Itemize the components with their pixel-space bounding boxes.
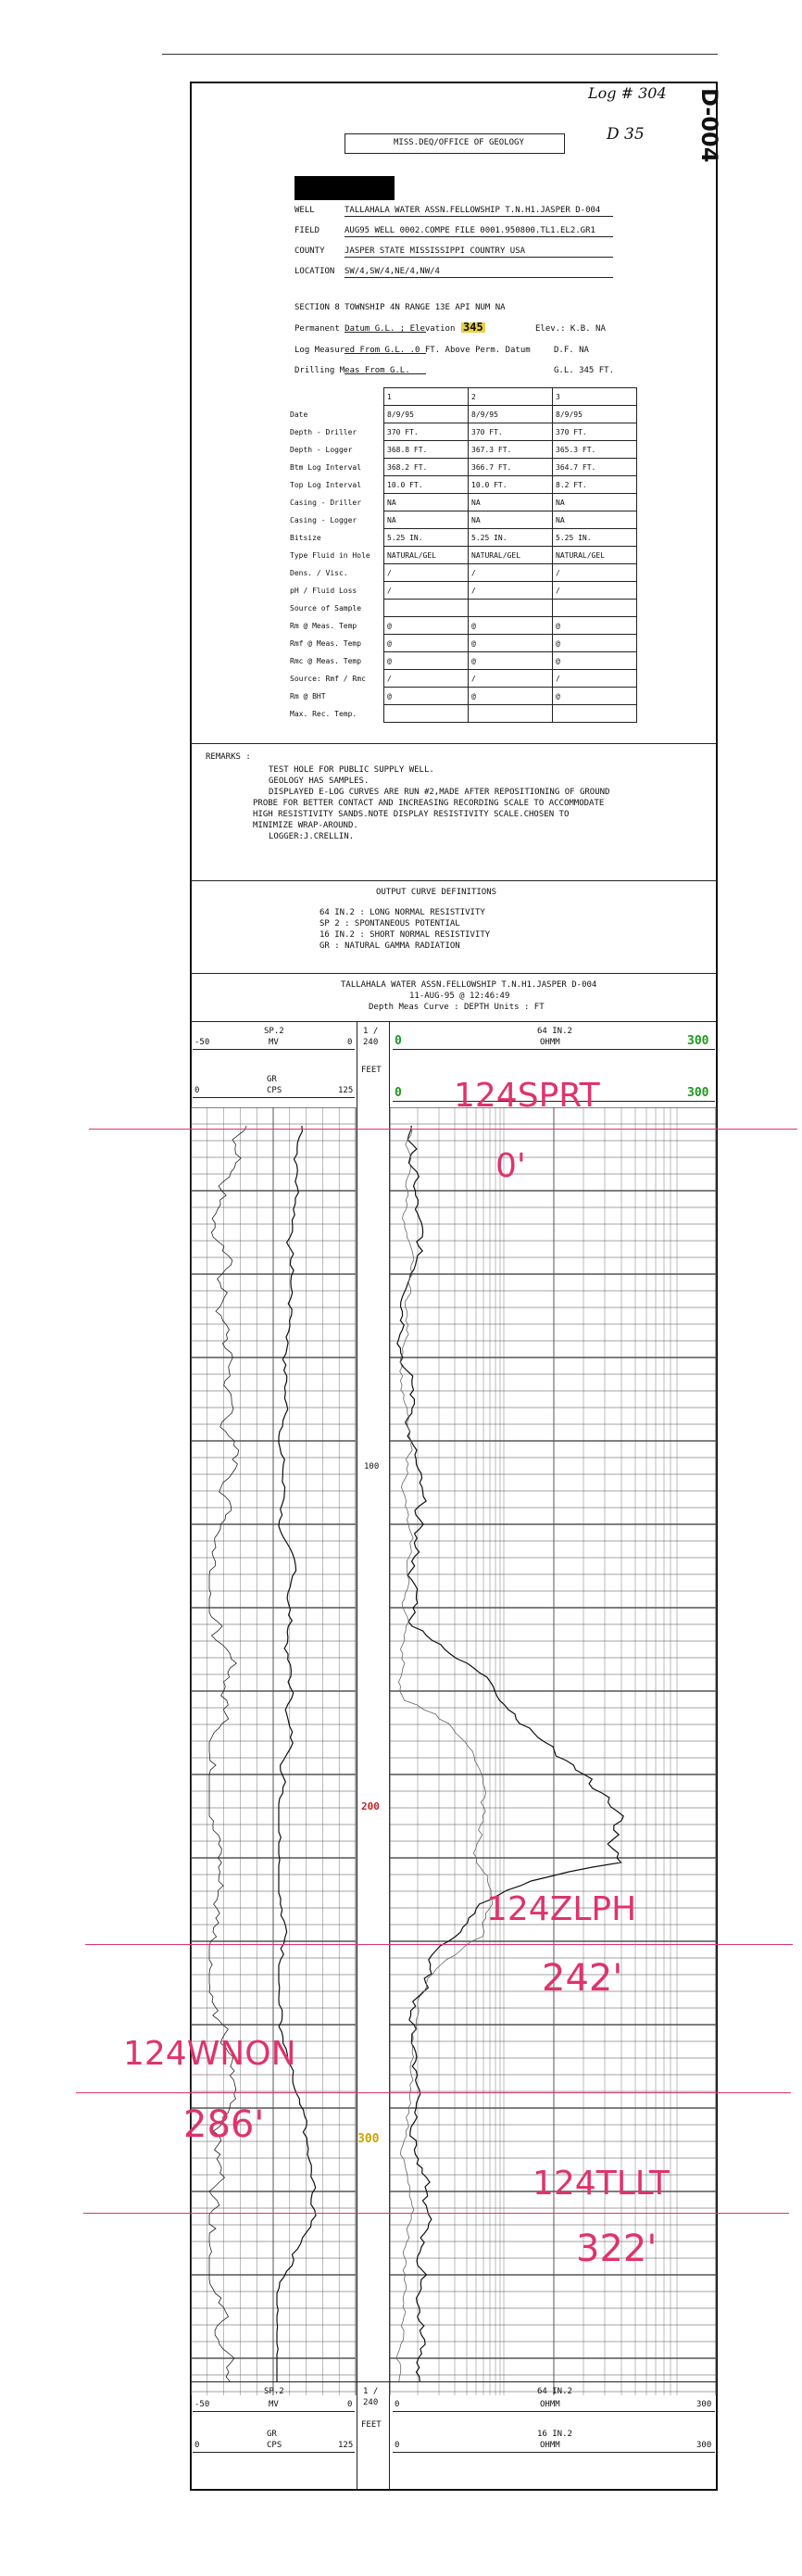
params-table bbox=[287, 387, 637, 723]
params-cell: 370 FT. bbox=[384, 423, 469, 441]
params-row bbox=[287, 600, 637, 617]
short-normal-curve bbox=[396, 1126, 493, 2381]
params-row bbox=[287, 617, 637, 635]
pick-depth-124tllt: 322' bbox=[576, 2228, 658, 2270]
pick-depth-124zlph: 242' bbox=[542, 1957, 623, 2000]
params-column-header: 3 bbox=[553, 388, 637, 406]
pick-line-124sprt bbox=[89, 1129, 797, 1130]
params-row-label: Casing - Driller bbox=[290, 498, 362, 507]
log-title-line3: Depth Meas Curve : DEPTH Units : FT bbox=[369, 1003, 545, 1012]
params-cell: NATURAL/GEL bbox=[553, 547, 637, 564]
params-row-label: Type Fluid in Hole bbox=[290, 550, 370, 560]
scale-rule bbox=[393, 2452, 715, 2453]
field-underline bbox=[345, 277, 613, 278]
params-cell: @ bbox=[384, 688, 469, 705]
scan-top-line bbox=[162, 54, 718, 55]
params-column-header: 2 bbox=[469, 388, 553, 406]
sp-curve-name: SP.2 bbox=[264, 2387, 284, 2396]
header-underline bbox=[345, 353, 426, 354]
sp-max: 0 bbox=[347, 2400, 353, 2409]
curve-defs-title: OUTPUT CURVE DEFINITIONS bbox=[376, 888, 497, 897]
pick-line-124tllt bbox=[83, 2213, 789, 2214]
log-title-line1: TALLAHALA WATER ASSN.FELLOWSHIP T.N.H1.JASPER D-004 bbox=[341, 980, 597, 990]
params-row bbox=[287, 564, 637, 582]
depth-label-100: 100 bbox=[364, 1462, 380, 1471]
elevation-value: 345 bbox=[463, 321, 483, 334]
params-row bbox=[287, 511, 637, 529]
res-max: 300 bbox=[687, 1034, 709, 1048]
params-row-label: Depth - Logger bbox=[290, 445, 353, 454]
remarks-line: LOGGER:J.CRELLIN. bbox=[269, 832, 355, 841]
params-cell: @ bbox=[469, 617, 553, 635]
res-curve-name: 64 IN.2 bbox=[537, 1027, 572, 1036]
params-cell: @ bbox=[469, 635, 553, 652]
remarks-line: DISPLAYED E-LOG CURVES ARE RUN #2,MADE AFTER REPOSITIONING OF GROUND bbox=[269, 788, 610, 797]
params-cell: 364.7 FT. bbox=[553, 459, 637, 476]
drilling-meas: Drilling Meas From G.L. bbox=[294, 366, 410, 375]
curve-def-item: 16 IN.2 : SHORT NORMAL RESISTIVITY bbox=[320, 930, 491, 940]
params-cell: 10.0 FT. bbox=[469, 476, 553, 494]
params-row-label: Date bbox=[290, 410, 308, 419]
params-row-label: Rm @ Meas. Temp bbox=[290, 621, 357, 630]
params-row-label: Top Log Interval bbox=[290, 480, 362, 489]
params-row bbox=[287, 547, 637, 564]
params-row bbox=[287, 441, 637, 459]
params-cell: NA bbox=[384, 494, 469, 511]
pick-line-124zlph bbox=[85, 1944, 793, 1945]
params-cell: / bbox=[469, 582, 553, 600]
gr-min: 0 bbox=[194, 1086, 200, 1095]
params-row-label: Rm @ BHT bbox=[290, 691, 326, 701]
sp-unit: MV bbox=[269, 1038, 279, 1047]
params-cell: / bbox=[384, 582, 469, 600]
gr-max: 125 bbox=[338, 2441, 354, 2450]
pick-line-124wnon bbox=[76, 2092, 791, 2093]
header-field-label: LOCATION bbox=[294, 267, 335, 276]
params-cell: 8.2 FT. bbox=[553, 476, 637, 494]
field-underline bbox=[345, 216, 613, 217]
params-row bbox=[287, 635, 637, 652]
scale-rule bbox=[193, 2411, 355, 2412]
res-max: 300 bbox=[696, 2400, 712, 2409]
params-cell: @ bbox=[384, 652, 469, 670]
header-underline bbox=[345, 332, 426, 333]
scale-rule bbox=[193, 1049, 355, 1050]
elev-kb: Elev.: K.B. NA bbox=[535, 324, 606, 334]
sp-min: -50 bbox=[194, 2400, 210, 2409]
params-cell: NATURAL/GEL bbox=[469, 547, 553, 564]
pick-name-124tllt: 124TLLT bbox=[533, 2165, 670, 2203]
params-row bbox=[287, 423, 637, 441]
agency-name: MISS.DEQ/OFFICE OF GEOLOGY bbox=[394, 138, 524, 147]
section-divider bbox=[191, 743, 717, 744]
res2-max: 300 bbox=[687, 1086, 709, 1100]
scale-rule bbox=[393, 2411, 715, 2412]
params-cell: 370 FT. bbox=[553, 423, 637, 441]
params-cell: @ bbox=[553, 617, 637, 635]
params-row bbox=[287, 705, 637, 723]
params-cell: 5.25 IN. bbox=[384, 529, 469, 547]
pick-depth-124sprt: 0' bbox=[495, 1147, 526, 1185]
params-cell: NA bbox=[469, 511, 553, 529]
df-value: D.F. NA bbox=[554, 346, 589, 355]
params-cell: @ bbox=[384, 617, 469, 635]
remarks-line: HIGH RESISTIVITY SANDS.NOTE DISPLAY RESISTIVITY SCALE.CHOSEN TO bbox=[253, 810, 570, 819]
params-row bbox=[287, 494, 637, 511]
header-field-label: FIELD bbox=[294, 226, 320, 235]
field-underline bbox=[345, 236, 613, 237]
res2-curve-name: 16 IN.2 bbox=[537, 2430, 572, 2439]
params-row bbox=[287, 652, 637, 670]
pick-name-124sprt: 124SPRT bbox=[454, 1077, 600, 1115]
params-cell bbox=[384, 705, 469, 723]
sp-min: -50 bbox=[194, 1038, 210, 1047]
params-cell: @ bbox=[553, 652, 637, 670]
sp-curve-name: SP.2 bbox=[264, 1027, 284, 1036]
params-cell: / bbox=[553, 564, 637, 582]
params-cell: / bbox=[469, 564, 553, 582]
res2-min: 0 bbox=[395, 1086, 402, 1100]
params-row-label: Casing - Logger bbox=[290, 515, 357, 524]
res-min: 0 bbox=[395, 1034, 402, 1048]
params-cell: 368.2 FT. bbox=[384, 459, 469, 476]
params-row bbox=[287, 529, 637, 547]
params-row bbox=[287, 688, 637, 705]
params-cell: / bbox=[553, 582, 637, 600]
res2-min: 0 bbox=[395, 2441, 400, 2450]
depth-label-300: 300 bbox=[357, 2132, 380, 2146]
params-row-label: Depth - Driller bbox=[290, 427, 357, 436]
log-number-annotation: Log # 304 bbox=[588, 84, 667, 102]
params-cell: NATURAL/GEL bbox=[384, 547, 469, 564]
res2-max: 300 bbox=[696, 2441, 712, 2450]
depth-label-200: 200 bbox=[361, 1800, 380, 1812]
params-cell: 365.3 FT. bbox=[553, 441, 637, 459]
redaction-bar bbox=[294, 176, 395, 200]
params-cell: 5.25 IN. bbox=[553, 529, 637, 547]
gr-unit: CPS bbox=[267, 2441, 282, 2450]
depth-scale-1: 1 / bbox=[363, 2387, 379, 2396]
sp-curve bbox=[277, 1126, 316, 2382]
track-header-border bbox=[191, 2381, 717, 2382]
header-field-value: TALLAHALA WATER ASSN.FELLOWSHIP T.N.H1.JASPER D-004 bbox=[345, 206, 601, 215]
header-field-label: WELL bbox=[294, 206, 315, 215]
params-cell bbox=[469, 600, 553, 617]
params-cell: 8/9/95 bbox=[553, 406, 637, 423]
section-divider bbox=[191, 973, 717, 974]
params-row-label: Dens. / Visc. bbox=[290, 568, 348, 577]
pick-depth-124wnon: 286' bbox=[183, 2103, 265, 2146]
params-cell: NA bbox=[553, 511, 637, 529]
params-cell: / bbox=[469, 670, 553, 688]
params-cell: 366.7 FT. bbox=[469, 459, 553, 476]
params-cell: @ bbox=[553, 635, 637, 652]
curve-def-item: GR : NATURAL GAMMA RADIATION bbox=[320, 941, 460, 951]
params-cell: NA bbox=[384, 511, 469, 529]
params-cell: 10.0 FT. bbox=[384, 476, 469, 494]
gr-curve bbox=[209, 1126, 246, 2381]
sp-max: 0 bbox=[347, 1038, 353, 1047]
params-cell: / bbox=[553, 670, 637, 688]
curve-def-item: SP 2 : SPONTANEOUS POTENTIAL bbox=[320, 919, 460, 928]
side-label: D-004 bbox=[696, 88, 722, 163]
remarks-label: REMARKS : bbox=[206, 752, 251, 762]
params-cell bbox=[469, 705, 553, 723]
params-row bbox=[287, 582, 637, 600]
params-row-label: Bitsize bbox=[290, 533, 321, 542]
depth-unit: FEET bbox=[361, 2420, 382, 2430]
d-number-annotation: D 35 bbox=[607, 125, 645, 144]
params-cell: / bbox=[384, 670, 469, 688]
header-field-label: COUNTY bbox=[294, 246, 325, 256]
params-cell bbox=[553, 705, 637, 723]
scale-rule bbox=[193, 2452, 355, 2453]
params-cell: 367.3 FT. bbox=[469, 441, 553, 459]
pick-name-124zlph: 124ZLPH bbox=[486, 1890, 637, 1928]
pick-name-124wnon: 124WNON bbox=[123, 2035, 296, 2073]
res-min: 0 bbox=[395, 2400, 400, 2409]
remarks-line: PROBE FOR BETTER CONTACT AND INCREASING RECORDING SCALE TO ACCOMMODATE bbox=[253, 799, 605, 808]
header-field-value: SW/4,SW/4,NE/4,NW/4 bbox=[345, 267, 440, 276]
params-cell: @ bbox=[469, 652, 553, 670]
permanent-datum: Permanent Datum G.L. ; Elevation bbox=[294, 324, 456, 334]
params-cell: 370 FT. bbox=[469, 423, 553, 441]
header-field-value: JASPER STATE MISSISSIPPI COUNTRY USA bbox=[345, 246, 526, 256]
res2-unit: OHMM bbox=[540, 2441, 560, 2450]
depth-unit: FEET bbox=[361, 1066, 382, 1075]
params-row-label: pH / Fluid Loss bbox=[290, 586, 357, 595]
depth-scale-2: 240 bbox=[363, 2398, 379, 2407]
params-cell: NA bbox=[553, 494, 637, 511]
scale-rule bbox=[193, 1097, 355, 1098]
params-cell: 8/9/95 bbox=[469, 406, 553, 423]
field-underline bbox=[345, 257, 613, 258]
gr-max: 125 bbox=[338, 1086, 354, 1095]
params-row bbox=[287, 670, 637, 688]
params-column-header: 1 bbox=[384, 388, 469, 406]
params-row-label: Rmf @ Meas. Temp bbox=[290, 638, 362, 648]
curve-def-item: 64 IN.2 : LONG NORMAL RESISTIVITY bbox=[320, 908, 485, 917]
header-underline bbox=[345, 373, 426, 374]
remarks-line: GEOLOGY HAS SAMPLES. bbox=[269, 777, 370, 786]
scale-rule bbox=[393, 1049, 715, 1050]
gr-curve-name: GR bbox=[267, 2430, 277, 2439]
header-field-value: AUG95 WELL 0002.COMPE FILE 0001.950800.TL1.EL2.GR1 bbox=[345, 226, 595, 235]
params-cell: 8/9/95 bbox=[384, 406, 469, 423]
res-curve-name: 64 IN.2 bbox=[537, 2387, 572, 2396]
track-header-border bbox=[191, 1021, 717, 1022]
params-row-label: Source of Sample bbox=[290, 603, 362, 612]
res-unit: OHMM bbox=[540, 2400, 560, 2409]
sp-unit: MV bbox=[269, 2400, 279, 2409]
params-row-label: Rmc @ Meas. Temp bbox=[290, 656, 362, 665]
params-cell: @ bbox=[384, 635, 469, 652]
gr-unit: CPS bbox=[267, 1086, 282, 1095]
gl-value: G.L. 345 FT. bbox=[554, 366, 615, 375]
params-row-label: Btm Log Interval bbox=[290, 462, 362, 472]
params-cell: / bbox=[384, 564, 469, 582]
log-title-line2: 11-AUG-95 @ 12:46:49 bbox=[409, 991, 510, 1001]
params-cell: @ bbox=[469, 688, 553, 705]
gr-min: 0 bbox=[194, 2441, 200, 2450]
params-cell bbox=[553, 600, 637, 617]
params-row-label: Max. Rec. Temp. bbox=[290, 709, 357, 718]
params-cell bbox=[384, 600, 469, 617]
params-row-label: Source: Rmf / Rmc bbox=[290, 674, 366, 683]
depth-scale-1: 1 / bbox=[363, 1027, 379, 1036]
section-line: SECTION 8 TOWNSHIP 4N RANGE 13E API NUM NA bbox=[294, 303, 506, 312]
depth-scale-2: 240 bbox=[363, 1038, 379, 1047]
gr-curve-name: GR bbox=[267, 1075, 277, 1084]
res-unit: OHMM bbox=[540, 1038, 560, 1047]
log-measured: Log Measured From G.L. .0 FT. Above Perm. Datum bbox=[294, 346, 531, 355]
params-cell: 368.8 FT. bbox=[384, 441, 469, 459]
params-cell: 5.25 IN. bbox=[469, 529, 553, 547]
params-row bbox=[287, 476, 637, 494]
remarks-line: TEST HOLE FOR PUBLIC SUPPLY WELL. bbox=[269, 765, 434, 775]
params-cell: @ bbox=[553, 688, 637, 705]
params-row bbox=[287, 459, 637, 476]
params-row bbox=[287, 406, 637, 423]
params-header-row bbox=[287, 388, 637, 406]
remarks-line: MINIMIZE WRAP-AROUND. bbox=[253, 821, 358, 830]
params-cell: NA bbox=[469, 494, 553, 511]
section-divider bbox=[191, 880, 717, 881]
